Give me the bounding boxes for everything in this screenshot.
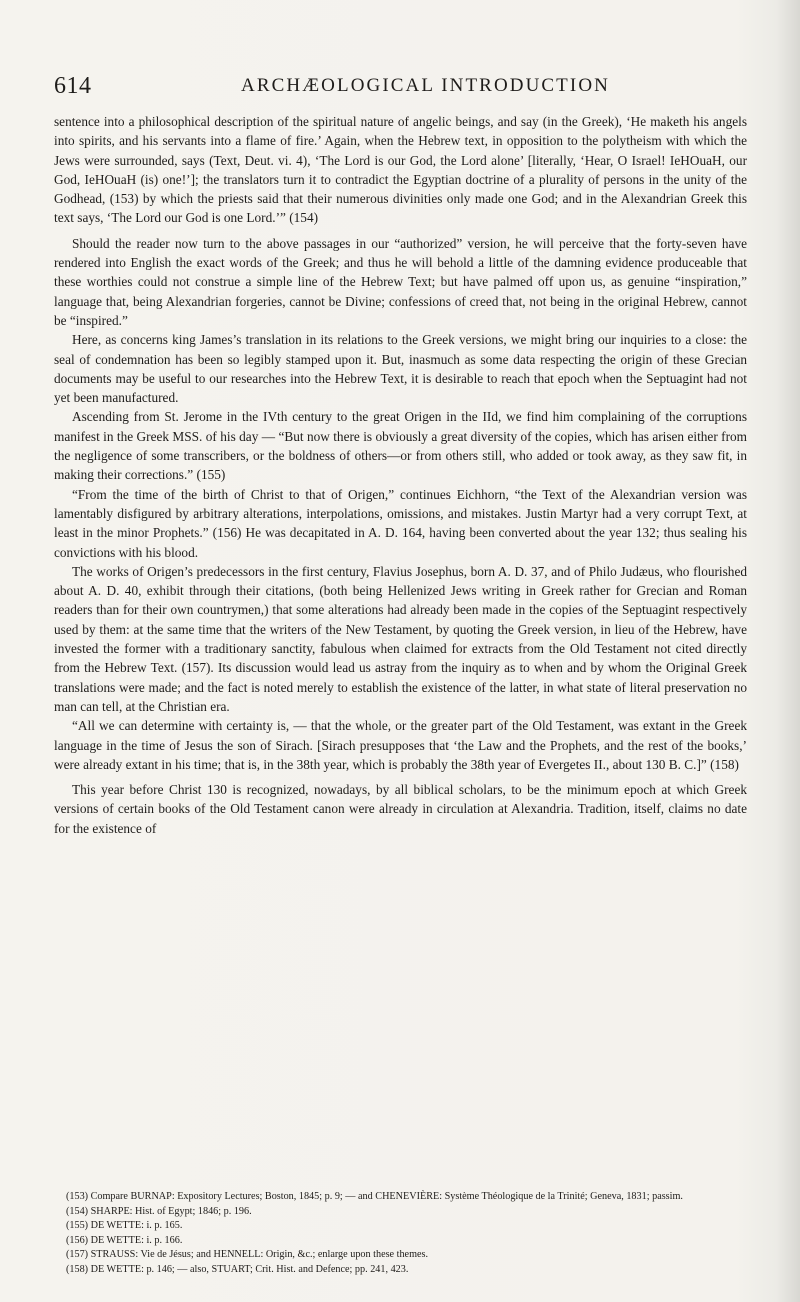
paragraph: This year before Christ 130 is recognized, nowadays, by all biblical scholars, to be the minimum epoch at which Greek versions of certain books of the Old Testament canon were already in circulation at Alexandria. Tradition, itself, claims no date for the existence of [54,782,747,836]
footnotes [54,1190,747,1278]
body-text [54,112,747,838]
footnote: (158) DE WETTE: p. 146; — also, STUART; Crit. Hist. and Defence; pp. 241, 423. [66,1263,409,1275]
paragraph: Should the reader now turn to the above passages in our “authorized” version, he will perceive that the forty-seven have rendered into English the exact words of the Greek; and thus he will behold a little of the damning evidence produceable that these worthies could not construe a simple line of the Hebrew Text; but have palmed off upon us, as genuine “inspiration,” language that, being Alexandrian forgeries, cannot be Divine; confessions of creed that, not being in the original Hebrew, cannot be “inspired.” [54,235,747,328]
paragraph: “All we can determine with certainty is, — that the whole, or the greater part of the Old Testament, was extant in the Greek language in the time of Jesus the son of Sirach. [Sirach presupposes that ‘the Law and the Prophets, and the rest of the books,’ were already extant in his time; that is, in the 38th year, which is probably the 38th year of Evergetes II., about 130 B. C.]” (158) [54,718,747,772]
paragraph: Here, as concerns king James’s translation in its relations to the Greek versions, we might bring our inquiries to a close: the seal of condemnation has been so legibly stamped upon it. But, inasmuch as some data respecting the origin of these Grecian documents may be useful to our researches into the Hebrew Text, it is desirable to reach that epoch when the Septuagint had not yet been manufactured. [54,332,747,406]
page-number: 614 [54,73,92,99]
footnote: (153) Compare BURNAP: Expository Lectures; Boston, 1845; p. 9; — and CHENEVIÈRE: Système Théologique de la Trinité; Geneva, 1831; passim. [66,1191,683,1202]
paragraph: Ascending from St. Jerome in the IVth century to the great Origen in the IId, we find him complaining of the corruptions manifest in the Greek MSS. of his day — “But now there is obviously a great diversity of the copies, which has arisen either from the negligence of some transcribers, or the boldness of others—or from others still, who added or took away, as they saw fit, in making their corrections.” (155) [54,409,747,483]
footnote: (155) DE WETTE: i. p. 165. [66,1220,183,1232]
footnote: (156) DE WETTE: i. p. 166. [66,1234,183,1246]
paragraph: The works of Origen’s predecessors in the first century, Flavius Josephus, born A. D. 37, and of Philo Judæus, who flourished about A. D. 40, exhibit through their citations, (both being Hellenized Jews writing in Greek rather for Grecian and Roman readers than for their own countrymen,) that some alterations had already been made in the copies of the Septuagint respectively used by them: at the same time that the writers of the New Testament, by quoting the Greek version, in lieu of the Hebrew, have invested the former with a traditionary sanctity, fabulous when claimed for extracts from the Old Testament not cited directly from the Hebrew Text. (157). Its discussion would lead us astray from the inquiry as to when and by whom the Original Greek translations were made; and the fact is noted merely to establish the existence of the latter, in what state of literal preservation no man can tell, at the Christian era. [54,563,747,714]
paragraph: sentence into a philosophical description of the spiritual nature of angelic beings, and say (in the Greek), ‘He maketh his angels into spirits, and his servants into a flame of fire.’ Again, when the Hebrew text, in opposition to the polytheism with which the Jews were surrounded, says (Text, Deut. vi. 4), ‘The Lord is our God, the Lord alone’ [literally, ‘Hear, O Israel! IeHOuaH, our God, IeHOuaH (is) one!’]; the translators turn it to contradict the Egyptian doctrine of a plurality of persons in the unity of the Godhead, (153) by which the priests said that their numerous divinities only made one God; and in the Alexandrian Greek this text says, ‘The Lord our God is one Lord.’” (154) [54,114,747,226]
footnote: (157) STRAUSS: Vie de Jésus; and HENNELL: Origin, &c.; enlarge upon these themes. [66,1249,429,1261]
footnote: (154) SHARPE: Hist. of Egypt; 1846; p. 196. [66,1205,252,1217]
running-head: ARCHÆOLOGICAL INTRODUCTION [241,75,610,96]
paragraph: “From the time of the birth of Christ to that of Origen,” continues Eichhorn, “the Text of the Alexandrian version was lamentably disfigured by arbitrary alterations, interpolations, omissions, and mistakes. Justin Martyr had a very corrupt Text, at least in the minor Prophets.” (156) He was decapitated in A. D. 164, having been converted about the year 132; thus sealing his convictions with his blood. [54,486,747,560]
page-header [54,73,754,103]
